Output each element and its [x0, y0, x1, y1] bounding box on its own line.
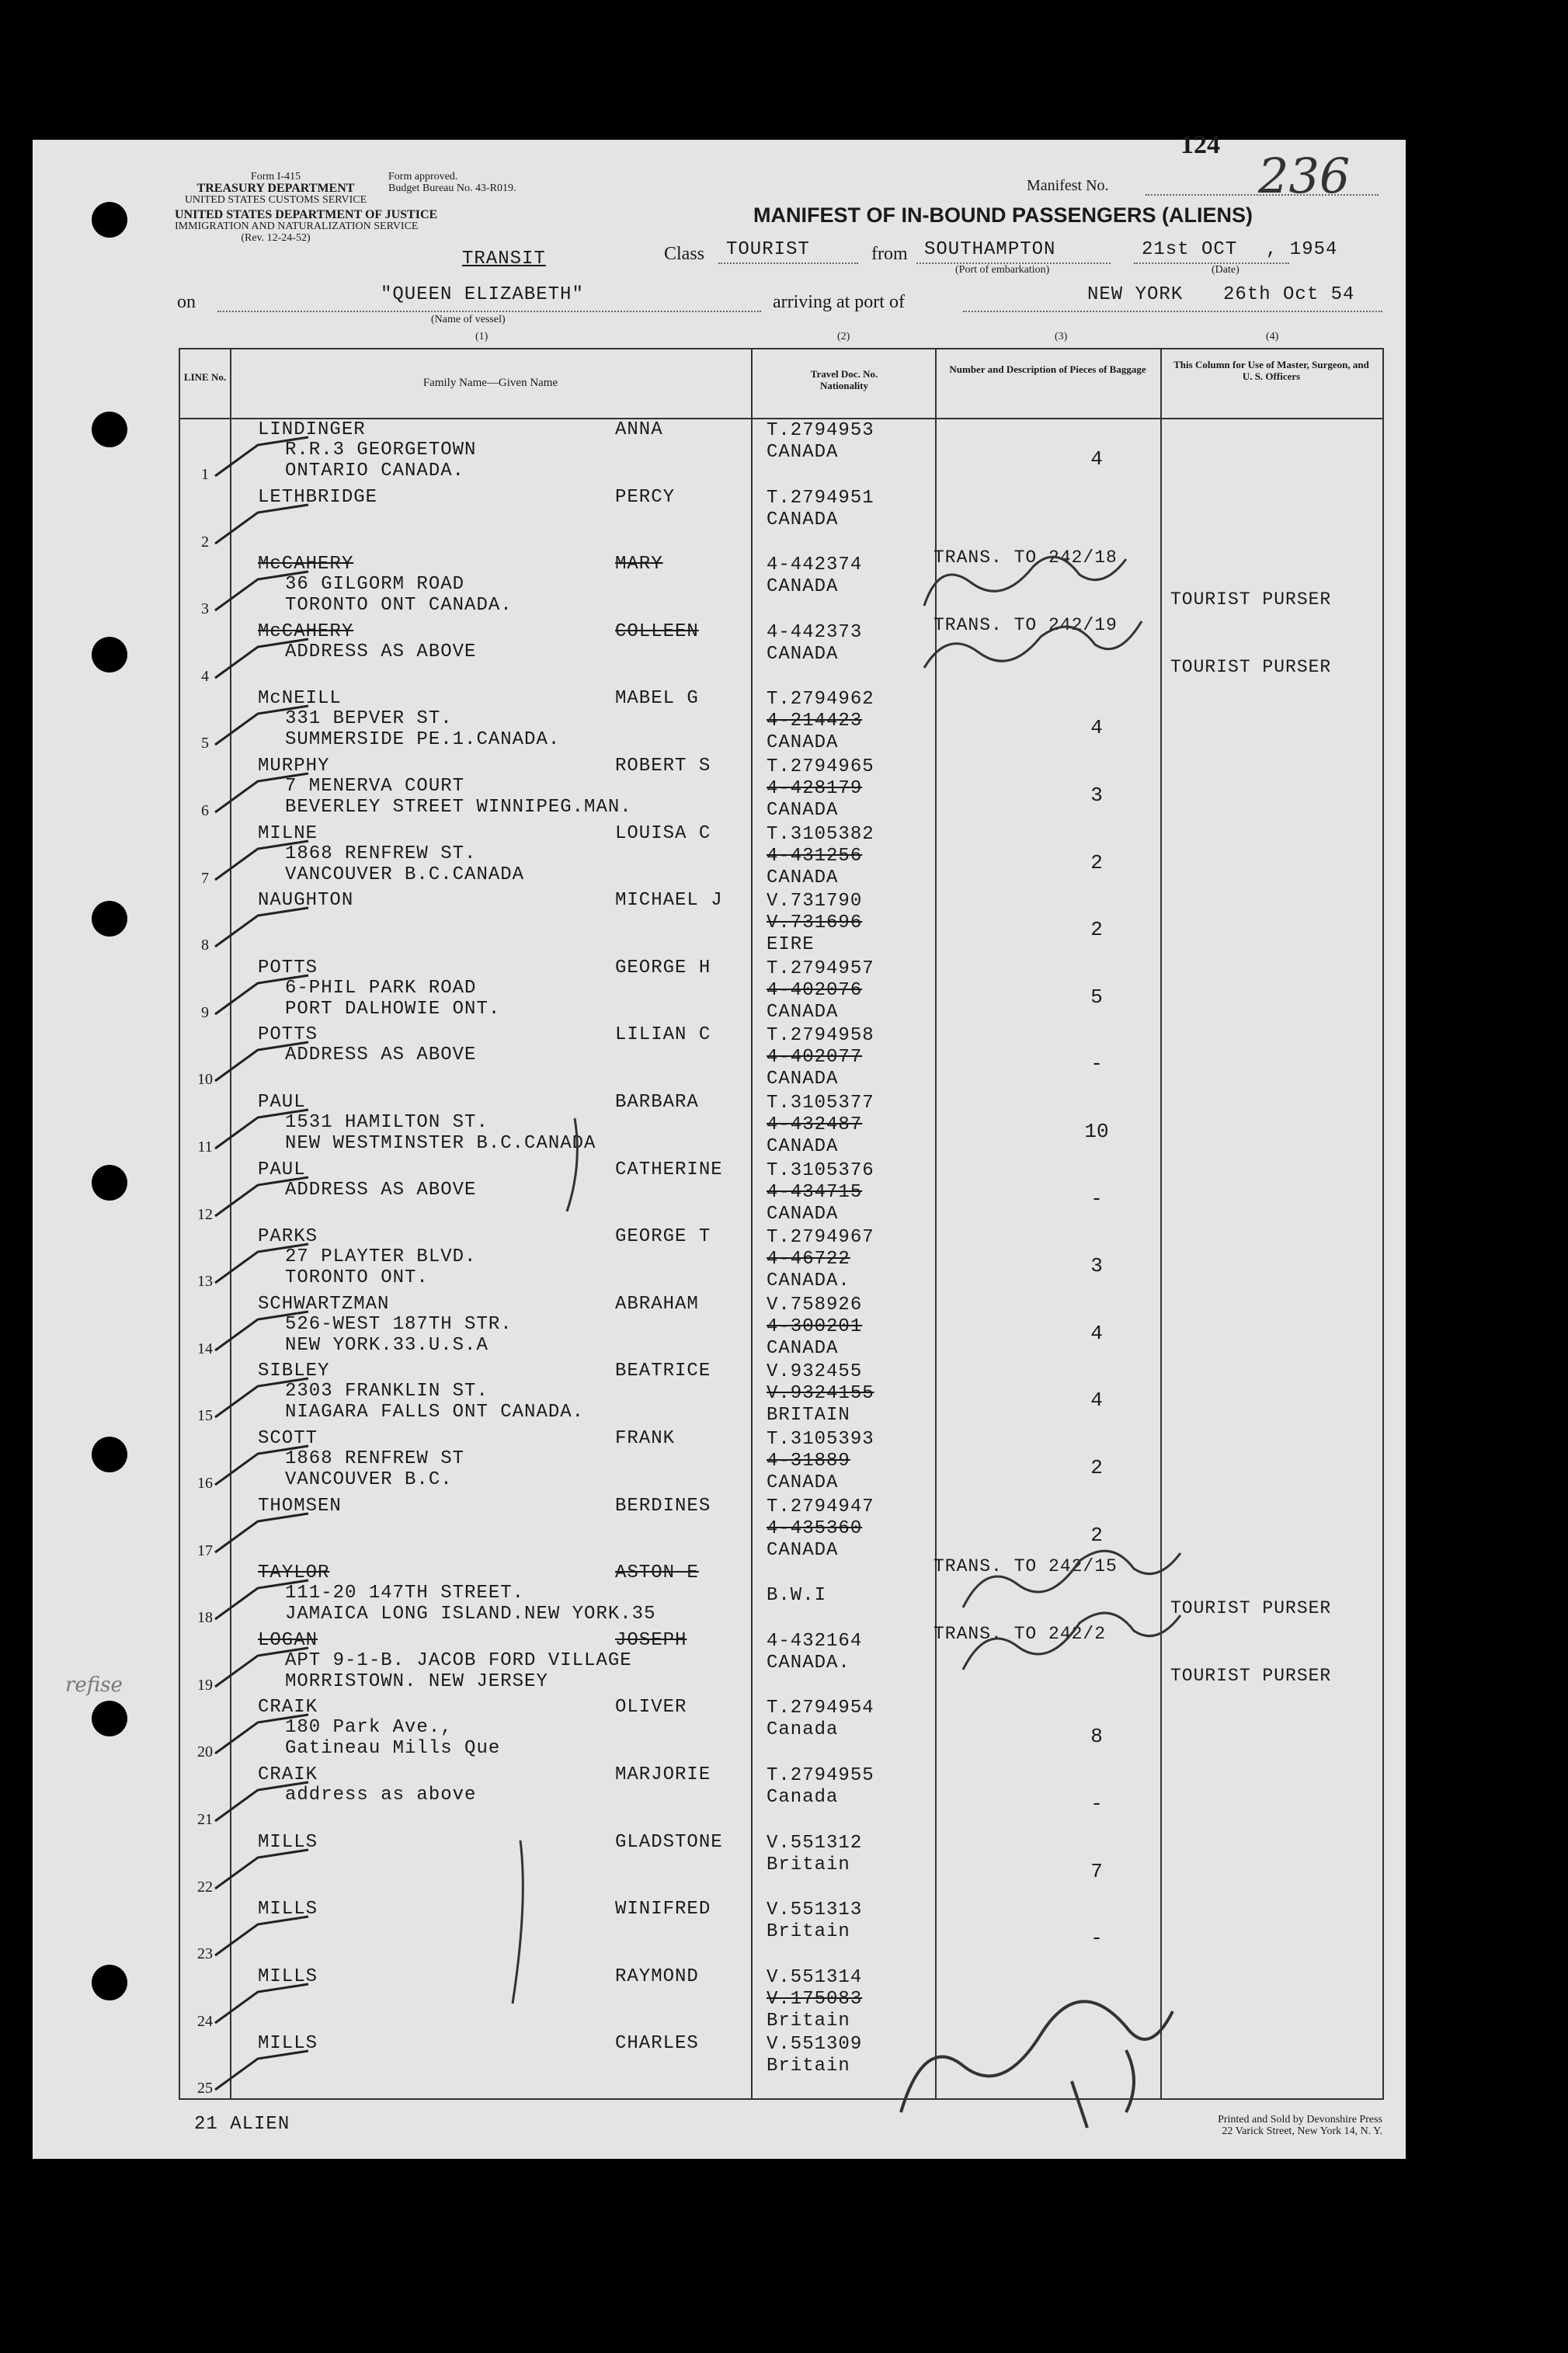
baggage-count: 2 [1090, 918, 1103, 942]
embarkation-date: 21st OCT [1142, 239, 1238, 260]
travel-doc-line: V.551314 [767, 1966, 863, 1988]
given-name: MARJORIE [615, 1764, 711, 1785]
family-name: PARKS [258, 1226, 318, 1248]
line-number: 5 [201, 735, 209, 752]
baggage-count: 8 [1090, 1725, 1103, 1749]
line-number: 17 [197, 1541, 213, 1559]
address-line: VANCOUVER B.C. [285, 1469, 453, 1490]
family-name: McNEILL [258, 688, 342, 710]
signature-scribble [924, 621, 1142, 668]
page-number: 124 [1180, 130, 1220, 159]
address-line: 7 MENERVA COURT [285, 776, 465, 797]
address-line: 36 GILGORM ROAD [285, 574, 465, 596]
given-name: OLIVER [615, 1697, 687, 1719]
travel-doc-line: T.3105382 [767, 823, 874, 845]
baggage-count: 7 [1090, 1859, 1103, 1883]
family-name: POTTS [258, 1024, 318, 1046]
family-name: PAUL [258, 1092, 306, 1113]
given-name: BERDINES [615, 1495, 711, 1517]
line-number: 12 [197, 1205, 213, 1223]
travel-doc-line: 4-428179 [767, 778, 863, 799]
baggage-count: 10 [1084, 1120, 1109, 1143]
family-name: MILLS [258, 1831, 318, 1853]
form-dept: UNITED STATES CUSTOMS SERVICE [184, 194, 367, 206]
address-line: NEW YORK.33.U.S.A [285, 1334, 488, 1356]
address-line: 180 Park Ave., [285, 1717, 453, 1739]
baggage-count: - [1090, 1792, 1103, 1816]
given-name: CATHERINE [615, 1159, 723, 1180]
family-name: MILNE [258, 822, 318, 844]
address-line: NIAGARA FALLS ONT CANADA. [285, 1402, 585, 1423]
travel-doc-line: EIRE [767, 934, 815, 956]
travel-doc-line: CANADA. [767, 1652, 850, 1674]
travel-doc-line: 4-300201 [767, 1316, 863, 1337]
line-number: 1 [201, 466, 209, 483]
budget-bureau-number: Budget Bureau No. 43-R019. [388, 182, 516, 194]
class-label: Class [664, 244, 705, 264]
given-name: RAYMOND [615, 1965, 699, 1987]
line-number: 21 [197, 1811, 213, 1828]
given-name: COLLEEN [615, 620, 699, 642]
line-number: 7 [201, 869, 209, 887]
travel-doc-line: B.W.I [767, 1585, 827, 1607]
address-line: 331 BEPVER ST. [285, 708, 453, 730]
travel-doc-line: T.2794954 [767, 1698, 874, 1719]
line-number: 20 [197, 1743, 213, 1761]
from-label: from [871, 244, 908, 264]
travel-doc-line: V.932455 [767, 1361, 863, 1383]
address-line: 1868 RENFREW ST [285, 1448, 465, 1469]
address-line: TORONTO ONT CANADA. [285, 595, 513, 617]
manifest-title: MANIFEST OF IN-BOUND PASSENGERS (ALIENS) [753, 203, 1253, 227]
travel-doc-line: Britain [767, 1854, 850, 1875]
baggage-count: 5 [1090, 985, 1103, 1009]
family-name: CRAIK [258, 1697, 318, 1719]
manifest-number: 236 [1258, 148, 1351, 204]
arriving-label: arriving at port of [773, 292, 905, 312]
given-name: ANNA [615, 419, 663, 440]
travel-doc-line: 4-402077 [767, 1047, 863, 1069]
travel-doc-line: CANADA [767, 1539, 839, 1561]
travel-doc-line: CANADA [767, 800, 839, 821]
travel-doc-line: CANADA [767, 732, 839, 754]
family-name: LOGAN [258, 1629, 318, 1651]
printer-name: Printed and Sold by Devonshire Press [1218, 2114, 1382, 2125]
address-line: JAMAICA LONG ISLAND.NEW YORK.35 [285, 1604, 656, 1625]
address-line: BEVERLEY STREET WINNIPEG.MAN. [285, 797, 632, 818]
given-name: BEATRICE [615, 1361, 711, 1382]
transfer-note: TRANS. TO 242/18 [933, 547, 1118, 568]
baggage-count: - [1090, 1927, 1103, 1951]
col-header-officers: This Column for Use of Master, Surgeon, and U. S. Officers [1173, 359, 1369, 382]
margin-bracket [513, 1840, 523, 2004]
transit-label: TRANSIT [462, 249, 546, 269]
given-name: JOSEPH [615, 1629, 687, 1651]
arrival-date: 26th Oct 54 [1223, 284, 1355, 305]
baggage-count: 2 [1090, 1456, 1103, 1479]
address-line: 1531 HAMILTON ST. [285, 1112, 488, 1133]
travel-doc-line: CANADA [767, 576, 839, 598]
baggage-count: - [1090, 1052, 1103, 1076]
line-number: 13 [197, 1273, 213, 1291]
address-line: ADDRESS AS ABOVE [285, 641, 477, 662]
signature-scribble [924, 557, 1126, 606]
travel-doc-line: Britain [767, 2056, 850, 2077]
address-line: APT 9-1-B. JACOB FORD VILLAGE [285, 1649, 632, 1671]
address-line: SUMMERSIDE PE.1.CANADA. [285, 729, 561, 751]
travel-doc-line: T.2794947 [767, 1496, 874, 1517]
address-line: address as above [285, 1785, 477, 1806]
travel-doc-line: CANADA [767, 509, 839, 530]
travel-doc-line: V.551313 [767, 1899, 863, 1921]
address-line: ADDRESS AS ABOVE [285, 1044, 477, 1066]
travel-doc-line: 4-214423 [767, 711, 863, 732]
line-number: 8 [201, 937, 209, 954]
form-approved: Form approved. [388, 171, 458, 182]
manifest-number-label: Manifest No. [1027, 177, 1109, 194]
form-number: Form I-415 [250, 171, 301, 182]
travel-doc-line: 4-31889 [767, 1451, 850, 1472]
line-number: 11 [197, 1138, 213, 1156]
family-name: McCAHERY [258, 554, 354, 575]
travel-doc-line: T.3105377 [767, 1093, 874, 1114]
baggage-count: 2 [1090, 850, 1103, 874]
travel-doc-line: V.9324155 [767, 1383, 874, 1405]
given-name: LILIAN C [615, 1024, 711, 1046]
column-number: (1) [475, 331, 488, 342]
line-number: 23 [197, 1945, 213, 1963]
travel-doc-line: 4-402076 [767, 979, 863, 1001]
form-revision: (Rev. 12-24-52) [241, 232, 311, 244]
given-name: MABEL G [615, 688, 699, 710]
vessel-name: "QUEEN ELIZABETH" [381, 284, 584, 305]
line-number: 19 [197, 1676, 213, 1694]
given-name: MICHAEL J [615, 890, 723, 912]
family-name: LINDINGER [258, 419, 366, 440]
transfer-note: TRANS. TO 242/15 [933, 1556, 1118, 1577]
travel-doc-line: V.758926 [767, 1294, 863, 1316]
baggage-count: 4 [1090, 716, 1103, 740]
line-number: 9 [201, 1003, 209, 1021]
travel-doc-line: 4-432487 [767, 1114, 863, 1135]
family-name: MILLS [258, 2033, 318, 2055]
travel-doc-line: 4-46722 [767, 1249, 850, 1270]
given-name: MARY [615, 554, 663, 575]
given-name: WINIFRED [615, 1899, 711, 1920]
travel-doc-line: 4-442374 [767, 554, 863, 576]
printer-address: 22 Varick Street, New York 14, N. Y. [1222, 2125, 1382, 2137]
family-name: NAUGHTON [258, 890, 354, 912]
family-name: MILLS [258, 1965, 318, 1987]
line-number: 22 [197, 1878, 213, 1896]
travel-doc-line: 4-435360 [767, 1517, 863, 1539]
travel-doc-line: T.2794953 [767, 420, 874, 441]
line-number: 4 [201, 667, 209, 685]
travel-doc-line: T.2794955 [767, 1765, 874, 1786]
given-name: GEORGE H [615, 957, 711, 978]
travel-doc-line: T.2794962 [767, 689, 874, 711]
address-line: 1868 RENFREW ST. [285, 843, 477, 864]
given-name: GEORGE T [615, 1226, 711, 1248]
travel-doc-line: 4-434715 [767, 1181, 863, 1203]
embarkation-year: , 1954 [1266, 239, 1338, 260]
given-name: ROBERT S [615, 756, 711, 777]
class-value: TOURIST [726, 239, 810, 260]
family-name: SCOTT [258, 1428, 318, 1449]
address-line: VANCOUVER B.C.CANADA [285, 864, 525, 885]
travel-doc-line: 4-432164 [767, 1630, 863, 1652]
travel-doc-line: T.3105376 [767, 1159, 874, 1181]
address-line: PORT DALHOWIE ONT. [285, 998, 501, 1020]
col-header-name: Family Name—Given Name [422, 377, 558, 389]
line-number: 15 [197, 1407, 213, 1425]
officer-note: TOURIST PURSER [1170, 656, 1332, 677]
travel-doc-line: V.731790 [767, 891, 863, 912]
travel-doc-line: CANADA [767, 643, 839, 665]
travel-doc-line: CANADA [767, 442, 839, 463]
address-line: ONTARIO CANADA. [285, 461, 465, 481]
officer-note: TOURIST PURSER [1170, 1665, 1332, 1686]
travel-doc-line: T.3105393 [767, 1429, 874, 1450]
baggage-count: 4 [1090, 1389, 1103, 1413]
travel-doc-line: CANADA [767, 1136, 839, 1157]
arrival-port: NEW YORK [1087, 284, 1184, 305]
family-name: TAYLOR [258, 1562, 330, 1584]
transfer-note: TRANS. TO 242/19 [933, 614, 1118, 635]
port-caption: (Port of embarkation) [955, 264, 1050, 276]
address-line: MORRISTOWN. NEW JERSEY [285, 1670, 548, 1692]
line-number: 14 [197, 1340, 213, 1357]
family-name: CRAIK [258, 1764, 318, 1785]
given-name: PERCY [615, 486, 676, 508]
embarkation-port: SOUTHAMPTON [924, 239, 1056, 260]
family-name: POTTS [258, 957, 318, 978]
line-number: 2 [201, 533, 209, 551]
baggage-count: 3 [1090, 1254, 1103, 1278]
form-dept: UNITED STATES DEPARTMENT OF JUSTICE [175, 208, 438, 221]
signature-scribble [963, 1613, 1180, 1670]
travel-doc-line: CANADA [767, 1203, 839, 1225]
travel-doc-line: CANADA [767, 1337, 839, 1359]
address-line: Gatineau Mills Que [285, 1738, 501, 1760]
family-name: LETHBRIDGE [258, 486, 378, 508]
travel-doc-line: 4-431256 [767, 845, 863, 867]
travel-doc-line: BRITAIN [767, 1405, 850, 1427]
family-name: MILLS [258, 1899, 318, 1920]
on-label: on [177, 292, 196, 312]
col-header-travel-doc: Travel Doc. No. Nationality [810, 368, 878, 391]
given-name: CHARLES [615, 2033, 699, 2055]
line-number: 18 [197, 1609, 213, 1627]
baggage-count: 3 [1090, 784, 1103, 807]
form-dept: TREASURY DEPARTMENT [196, 182, 355, 195]
travel-doc-line: T.2794958 [767, 1025, 874, 1047]
address-line: NEW WESTMINSTER B.C.CANADA [285, 1133, 596, 1154]
given-name: ABRAHAM [615, 1293, 699, 1315]
line-number: 25 [197, 2080, 213, 2098]
column-number: (3) [1055, 331, 1068, 342]
travel-doc-line: V.551312 [767, 1832, 863, 1854]
travel-doc-line: Canada [767, 1719, 839, 1741]
officer-note: TOURIST PURSER [1170, 1598, 1332, 1619]
travel-doc-line: CANADA [767, 1472, 839, 1493]
family-name: McCAHERY [258, 620, 354, 642]
travel-doc-line: Canada [767, 1787, 839, 1808]
handwritten-annotation [901, 2001, 1173, 2128]
travel-doc-line: CANADA [767, 1001, 839, 1023]
date-caption: (Date) [1212, 264, 1239, 276]
column-number: (2) [837, 331, 850, 342]
given-name: BARBARA [615, 1092, 699, 1113]
travel-doc-line: Britain [767, 1921, 850, 1943]
given-name: ASTON E [615, 1562, 699, 1584]
baggage-count: 4 [1090, 447, 1103, 471]
form-dept: IMMIGRATION AND NATURALIZATION SERVICE [175, 221, 419, 232]
column-number: (4) [1266, 331, 1279, 342]
travel-doc-line: CANADA. [767, 1270, 850, 1292]
family-name: SIBLEY [258, 1361, 330, 1382]
given-name: FRANK [615, 1428, 676, 1449]
travel-doc-line: T.2794967 [767, 1227, 874, 1249]
margin-bracket [567, 1118, 577, 1211]
travel-doc-line: V.551309 [767, 2034, 863, 2056]
col-header-baggage: Number and Description of Pieces of Baggage [949, 363, 1146, 375]
travel-doc-line: T.2794965 [767, 756, 874, 777]
vessel-caption: (Name of vessel) [431, 314, 506, 325]
family-name: THOMSEN [258, 1495, 342, 1517]
baggage-count: 4 [1090, 1321, 1103, 1345]
family-name: SCHWARTZMAN [258, 1293, 390, 1315]
travel-doc-line: V.175083 [767, 1988, 863, 2010]
travel-doc-line: T.2794957 [767, 958, 874, 979]
address-line: 111-20 147TH STREET. [285, 1583, 525, 1604]
family-name: PAUL [258, 1159, 306, 1180]
address-line: R.R.3 GEORGETOWN [285, 440, 477, 461]
travel-doc-line: 4-442373 [767, 621, 863, 643]
col-header-line-no: LINE No. [183, 371, 227, 383]
address-line: 526-WEST 187TH STR. [285, 1313, 513, 1335]
officer-note: TOURIST PURSER [1170, 589, 1332, 610]
margin-note: refise [65, 1674, 123, 1697]
travel-doc-line: T.2794951 [767, 487, 874, 509]
given-name: GLADSTONE [615, 1831, 723, 1853]
line-number: 10 [197, 1071, 213, 1089]
line-number: 6 [201, 802, 209, 819]
travel-doc-line: Britain [767, 2010, 850, 2032]
address-line: TORONTO ONT. [285, 1267, 429, 1289]
address-line: ADDRESS AS ABOVE [285, 1179, 477, 1201]
line-number: 3 [201, 600, 209, 618]
family-name: MURPHY [258, 756, 330, 777]
address-line: 6-PHIL PARK ROAD [285, 977, 477, 999]
alien-count: 21 ALIEN [194, 2114, 290, 2135]
travel-doc-line: CANADA [767, 1069, 839, 1090]
address-line: 2303 FRANKLIN ST. [285, 1381, 488, 1402]
travel-doc-line: CANADA [767, 867, 839, 888]
address-line: 27 PLAYTER BLVD. [285, 1246, 477, 1268]
line-number: 16 [197, 1475, 213, 1492]
line-number: 24 [197, 2012, 213, 2030]
transfer-note: TRANS. TO 242/2 [933, 1623, 1107, 1644]
travel-doc-line: V.731696 [767, 912, 863, 934]
baggage-count: - [1090, 1187, 1103, 1211]
signature-scribble [963, 1551, 1180, 1607]
baggage-count: 2 [1090, 1523, 1103, 1547]
given-name: LOUISA C [615, 822, 711, 844]
